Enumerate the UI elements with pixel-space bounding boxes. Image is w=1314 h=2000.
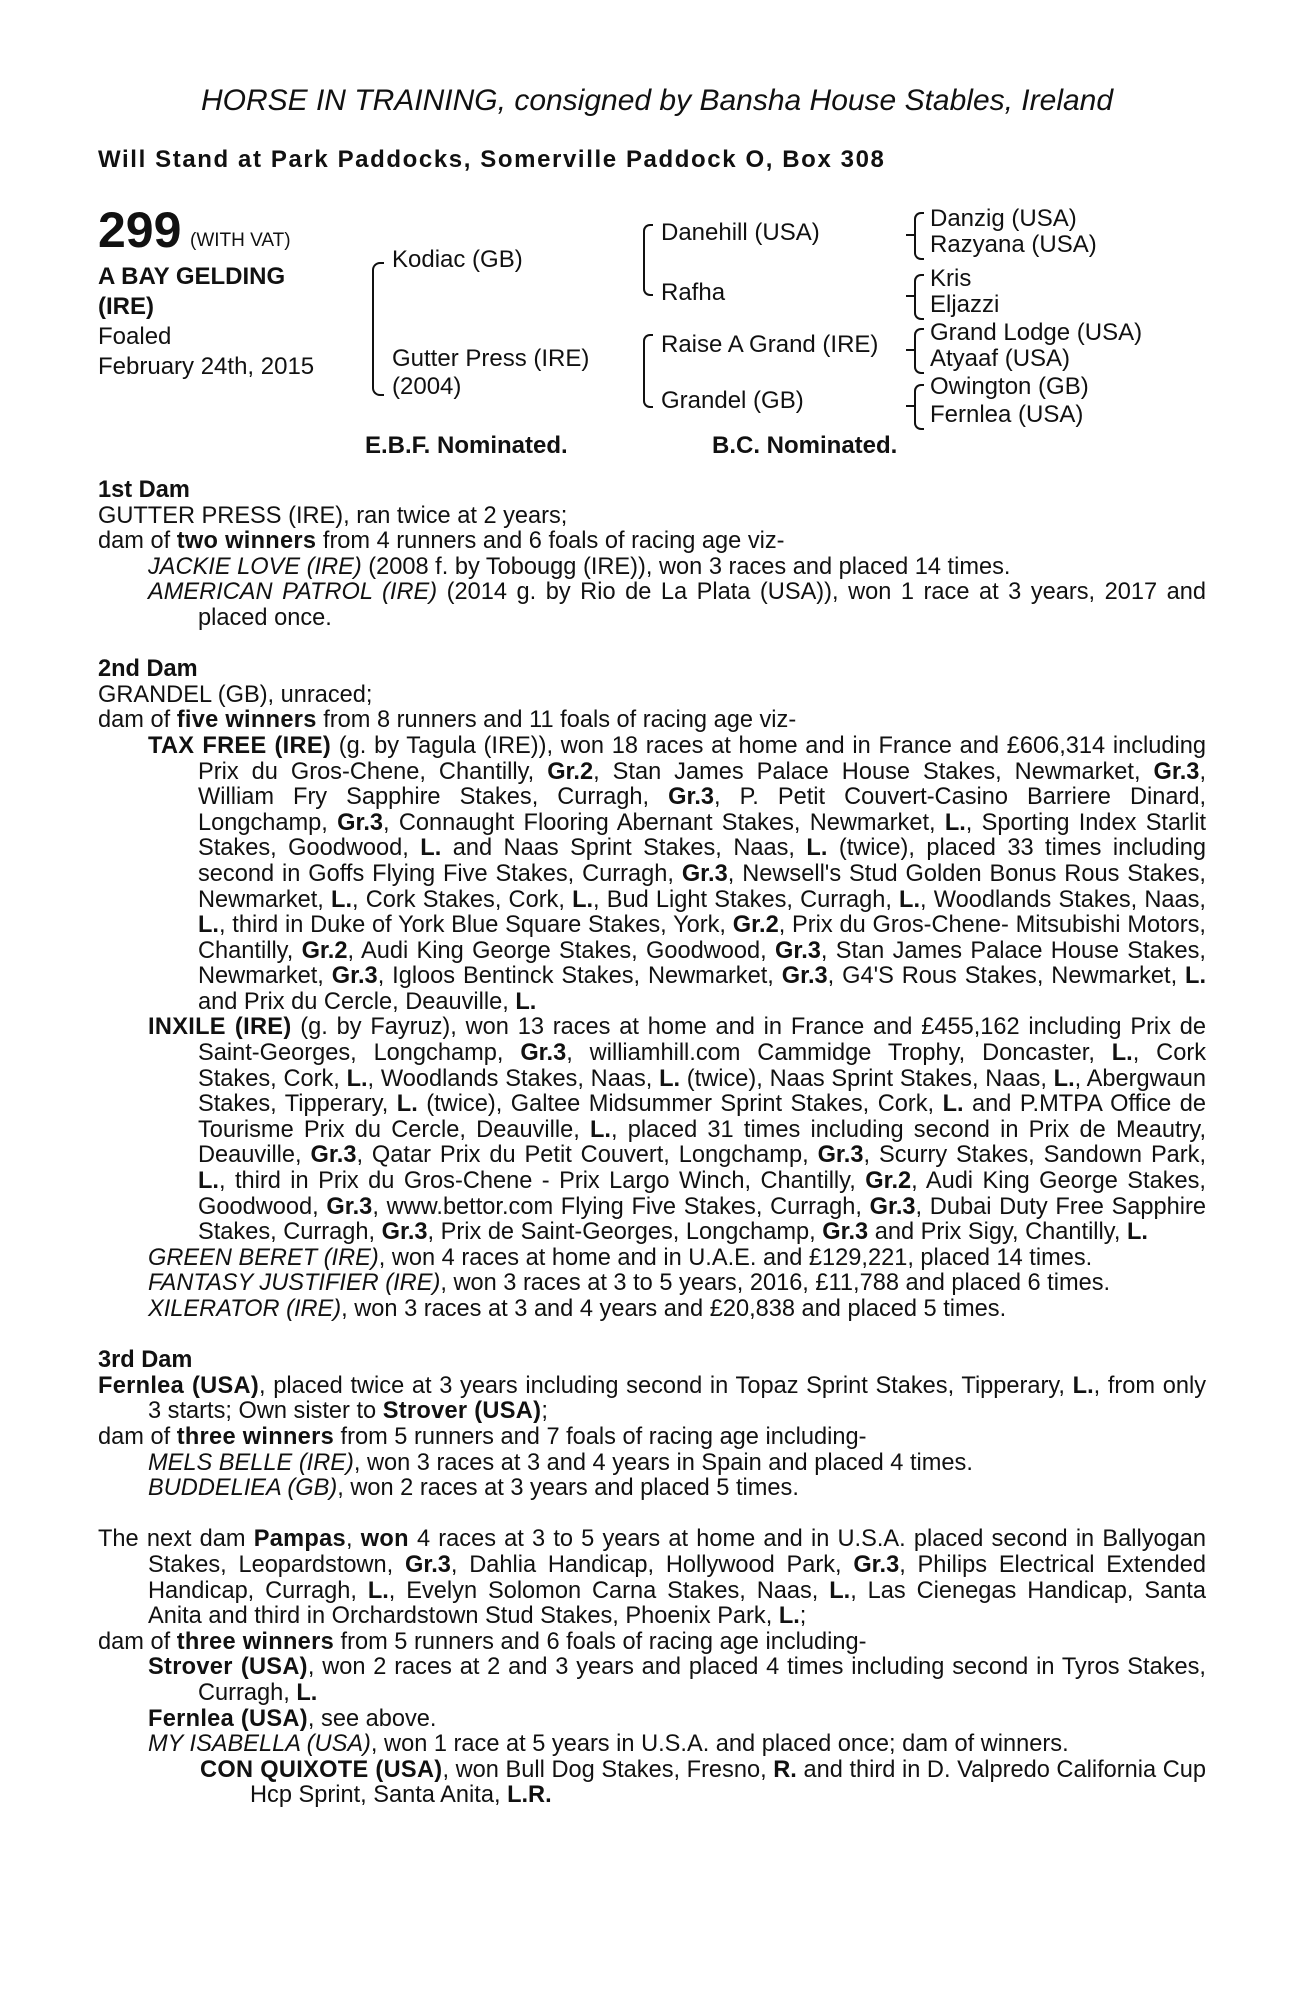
progeny-name: MY ISABELLA (USA) (148, 1731, 371, 1758)
progeny-record: , won 1 race at 5 years in U.S.A. and placed once; dam of winners. (370, 1731, 1069, 1758)
sister-name: Strover (USA) (382, 1398, 542, 1425)
dam-year: (2004) (392, 373, 462, 400)
progeny-record: , won 3 races at 3 and 4 years in Spain and placed 4 times. (353, 1449, 973, 1476)
text: dam of (98, 528, 177, 555)
second-dam-heading: 2nd Dam (98, 656, 198, 683)
vat-note: (WITH VAT) (190, 230, 291, 251)
grandsire-2: Kris (930, 265, 972, 292)
next-dam-line: The next dam Pampas, won 4 races at 3 to 5 years at home and in U.S.A. placed second in Ballyogan Stakes, Leopardstown, Gr.3, Dahlia Handicap, Hollywood Park, Gr.3, Philips Electrical Extended Handicap, Curragh, L., Evelyn Solomon Carna Stakes, Naas, L., Las Cienegas Handicap, Santa Anita and third in Orchardstown Stud Stakes, Phoenix Park, L.; (98, 1526, 1206, 1630)
foaled-info (98, 322, 314, 382)
grandsire-4: Owington (GB) (930, 373, 1089, 400)
granddam-4: Fernlea (USA) (930, 401, 1084, 428)
text: from 4 runners and 6 foals of racing age viz- (316, 528, 785, 555)
sire-dam: Rafha (661, 279, 726, 306)
ebf-nominated: E.B.F. Nominated. (365, 432, 568, 459)
progeny-name: TAX FREE (IRE) (148, 732, 332, 759)
pedigree-brace-sire-parents (643, 224, 653, 296)
progeny-record: , won 2 races at 3 years and placed 5 times. (337, 1475, 799, 1502)
progeny-name: JACKIE LOVE (IRE) (148, 553, 362, 580)
progeny-entry (148, 555, 1206, 581)
second-dam-summary (98, 708, 1206, 734)
text: from 5 runners and 7 foals of racing age including- (334, 1423, 867, 1450)
first-dam-summary (98, 529, 1206, 555)
third-dam-line (98, 1374, 1206, 1425)
winners-count: three winners (176, 1423, 334, 1450)
granddam-1: Razyana (USA) (930, 231, 1097, 258)
progeny-record: (2008 f. by Tobougg (IRE)), won 3 races and placed 14 times. (361, 553, 1011, 580)
progeny-entry (148, 1451, 1206, 1477)
progeny-name: GREEN BERET (IRE) (148, 1244, 379, 1271)
progeny-record: , won 4 races at home and in U.A.E. and £129,221, placed 14 times. (378, 1244, 1093, 1271)
progeny-name: CON QUIXOTE (USA) (200, 1756, 443, 1783)
granddam-2: Eljazzi (930, 291, 1000, 318)
pedigree-brace-dam-parents (643, 334, 653, 408)
progeny-name: AMERICAN PATROL (IRE) (148, 579, 438, 606)
sire: Kodiac (GB) (392, 246, 523, 273)
text: ; (541, 1398, 548, 1425)
text: , placed twice at 3 years including second in Topaz Sprint Stakes, Tipperary, (259, 1372, 1073, 1399)
third-dam-heading: 3rd Dam (98, 1347, 193, 1374)
next-dam-summary (98, 1630, 1206, 1656)
first-dam-line: GUTTER PRESS (IRE), ran twice at 2 years; (98, 502, 568, 529)
dam-dam: Grandel (GB) (661, 387, 804, 414)
text: from 8 runners and 11 foals of racing age viz- (316, 707, 797, 734)
catalogue-body (98, 478, 1206, 1809)
winners-count: two winners (176, 528, 317, 555)
progeny-entry (148, 1707, 1206, 1733)
text: dam of (98, 707, 177, 734)
progeny-entry-con-quixote: CON QUIXOTE (USA), won Bull Dog Stakes, Fresno, R. and third in D. Valpredo California Cup Hcp Sprint, Santa Anita, L.R. (200, 1756, 1206, 1809)
text: , from only 3 starts; Own sister to (148, 1372, 1206, 1425)
winners-count: five winners (176, 707, 317, 734)
next-dam-name: Pampas (253, 1526, 346, 1553)
pedigree-brace-sire-dam (372, 262, 384, 396)
text: dam of (98, 1423, 177, 1450)
granddam-3: Atyaaf (USA) (930, 345, 1071, 372)
progeny-record: (2014 g. by Rio de La Plata (USA)), won 1 race at 3 years, 2017 and placed once. (198, 579, 1206, 631)
third-dam-name: Fernlea (USA) (98, 1372, 260, 1399)
progeny-entry (148, 1476, 1206, 1502)
progeny-record: , won 3 races at 3 and 4 years and £20,838 and placed 5 times. (341, 1296, 1007, 1322)
dam-sire: Raise A Grand (IRE) (661, 331, 879, 358)
progeny-entry (148, 1271, 1206, 1297)
sire-sire: Danehill (USA) (661, 219, 820, 246)
third-dam-summary (98, 1425, 1206, 1451)
foaled-label: Foaled (98, 323, 172, 350)
listed-grade: L. (1072, 1372, 1094, 1399)
pedigree-brace-g3 (914, 328, 924, 374)
text: dam of (98, 1628, 177, 1655)
description-line-1: A BAY GELDING (98, 263, 286, 290)
progeny-entry (148, 580, 1206, 631)
text: from 5 runners and 6 foals of racing age including- (334, 1628, 867, 1655)
progeny-record: , won 3 races at 3 to 5 years, 2016, £11,788 and placed 6 times. (440, 1270, 1111, 1297)
progeny-name: Strover (USA) (148, 1654, 308, 1681)
dam: Gutter Press (IRE) (392, 345, 590, 372)
bc-nominated: B.C. Nominated. (712, 432, 898, 459)
pedigree-brace-g1 (914, 212, 924, 260)
second-dam-line: GRANDEL (GB), unraced; (98, 681, 373, 708)
progeny-name: FANTASY JUSTIFIER (IRE) (148, 1270, 441, 1297)
page-title: HORSE IN TRAINING, consigned by Bansha House Stables, Ireland (200, 84, 1114, 117)
progeny-name: Fernlea (USA) (148, 1705, 308, 1732)
progeny-entry-tax-free: TAX FREE (IRE) (g. by Tagula (IRE)), won 18 races at home and in France and £606,314 including Prix du Gros-Chene, Chantilly, Gr.2, Stan James Palace House Stakes, Newmarket, Gr.3, William Fry Sapphire Stakes, Curragh, Gr.3, P. Petit Couvert-Casino Barriere Dinard, Longchamp, Gr.3, Connaught Flooring Abernant Stakes, Newmarket, L., Sporting Index Starlit Stakes, Goodwood, L. and Naas Sprint Stakes, Naas, L. (twice), placed 33 times including second in Goffs Flying Five Stakes, Curragh, Gr.3, Newsell's Stud Golden Bonus Rous Stakes, Newmarket, L., Cork Stakes, Cork, L., Bud Light Stakes, Curragh, L., Woodlands Stakes, Naas, L., third in Duke of York Blue Square Stakes, York, Gr.2, Prix du Gros-Chene- Mitsubishi Motors, Chantilly, Gr.2, Audi King George Stakes, Goodwood, Gr.3, Stan James Palace House Stakes, Newmarket, Gr.3, Igloos Bentinck Stakes, Newmarket, Gr.3, G4'S Rous Stakes, Newmarket, L. and Prix du Cercle, Deauville, L. (148, 732, 1207, 1015)
progeny-name: INXILE (IRE) (148, 1014, 292, 1041)
lot-number: 299 (98, 202, 182, 258)
text: The next dam (98, 1526, 254, 1553)
progeny-entry (148, 1246, 1206, 1272)
progeny-name: XILERATOR (IRE) (148, 1296, 342, 1322)
progeny-entry (148, 1297, 1206, 1323)
progeny-name: BUDDELIEA (GB) (148, 1475, 338, 1502)
grandsire-1: Danzig (USA) (930, 205, 1077, 232)
progeny-entry (148, 1732, 1206, 1758)
brace-tip-1 (906, 234, 914, 236)
grandsire-3: Grand Lodge (USA) (930, 319, 1143, 346)
progeny-record: , see above. (307, 1705, 437, 1732)
description-line-2: (IRE) (98, 293, 154, 320)
brace-tip-3 (906, 349, 914, 351)
stand-location: Will Stand at Park Paddocks, Somerville Paddock O, Box 308 (98, 146, 886, 173)
progeny-entry-strover: Strover (USA), won 2 races at 2 and 3 years and placed 4 times including second in Tyros Stakes, Curragh, L. (148, 1654, 1206, 1706)
won-label: won (360, 1526, 409, 1553)
pedigree-brace-g4 (914, 384, 924, 430)
first-dam-heading: 1st Dam (98, 477, 190, 503)
winners-count: three winners (176, 1628, 334, 1655)
progeny-entry-inxile: INXILE (IRE) (g. by Fayruz), won 13 races at home and in France and £455,162 including Prix de Saint-Georges, Longchamp, Gr.3, williamhill.com Cammidge Trophy, Doncaster, L., Cork Stakes, Cork, L., Woodlands Stakes, Naas, L. (twice), Naas Sprint Stakes, Naas, L., Abergwaun Stakes, Tipperary, L. (twice), Galtee Midsummer Sprint Stakes, Cork, L. and P.MTPA Office de Tourisme Prix du Cercle, Deauville, L., placed 31 times including second in Prix de Meautry, Deauville, Gr.3, Qatar Prix du Petit Couvert, Longchamp, Gr.3, Scurry Stakes, Sandown Park, L., third in Prix du Gros-Chene - Prix Largo Winch, Chantilly, Gr.2, Audi King George Stakes, Goodwood, Gr.3, www.bettor.com Flying Five Stakes, Curragh, Gr.3, Dubai Duty Free Sapphire Stakes, Curragh, Gr.3, Prix de Saint-Georges, Longchamp, Gr.3 and Prix Sigy, Chantilly, L. (148, 1014, 1207, 1246)
horse-description (98, 262, 285, 322)
progeny-name: MELS BELLE (IRE) (148, 1449, 354, 1476)
brace-tip-2 (906, 295, 914, 297)
brace-tip-4 (906, 405, 914, 407)
pedigree-brace-g2 (914, 274, 924, 320)
foaled-date: February 24th, 2015 (98, 353, 315, 380)
